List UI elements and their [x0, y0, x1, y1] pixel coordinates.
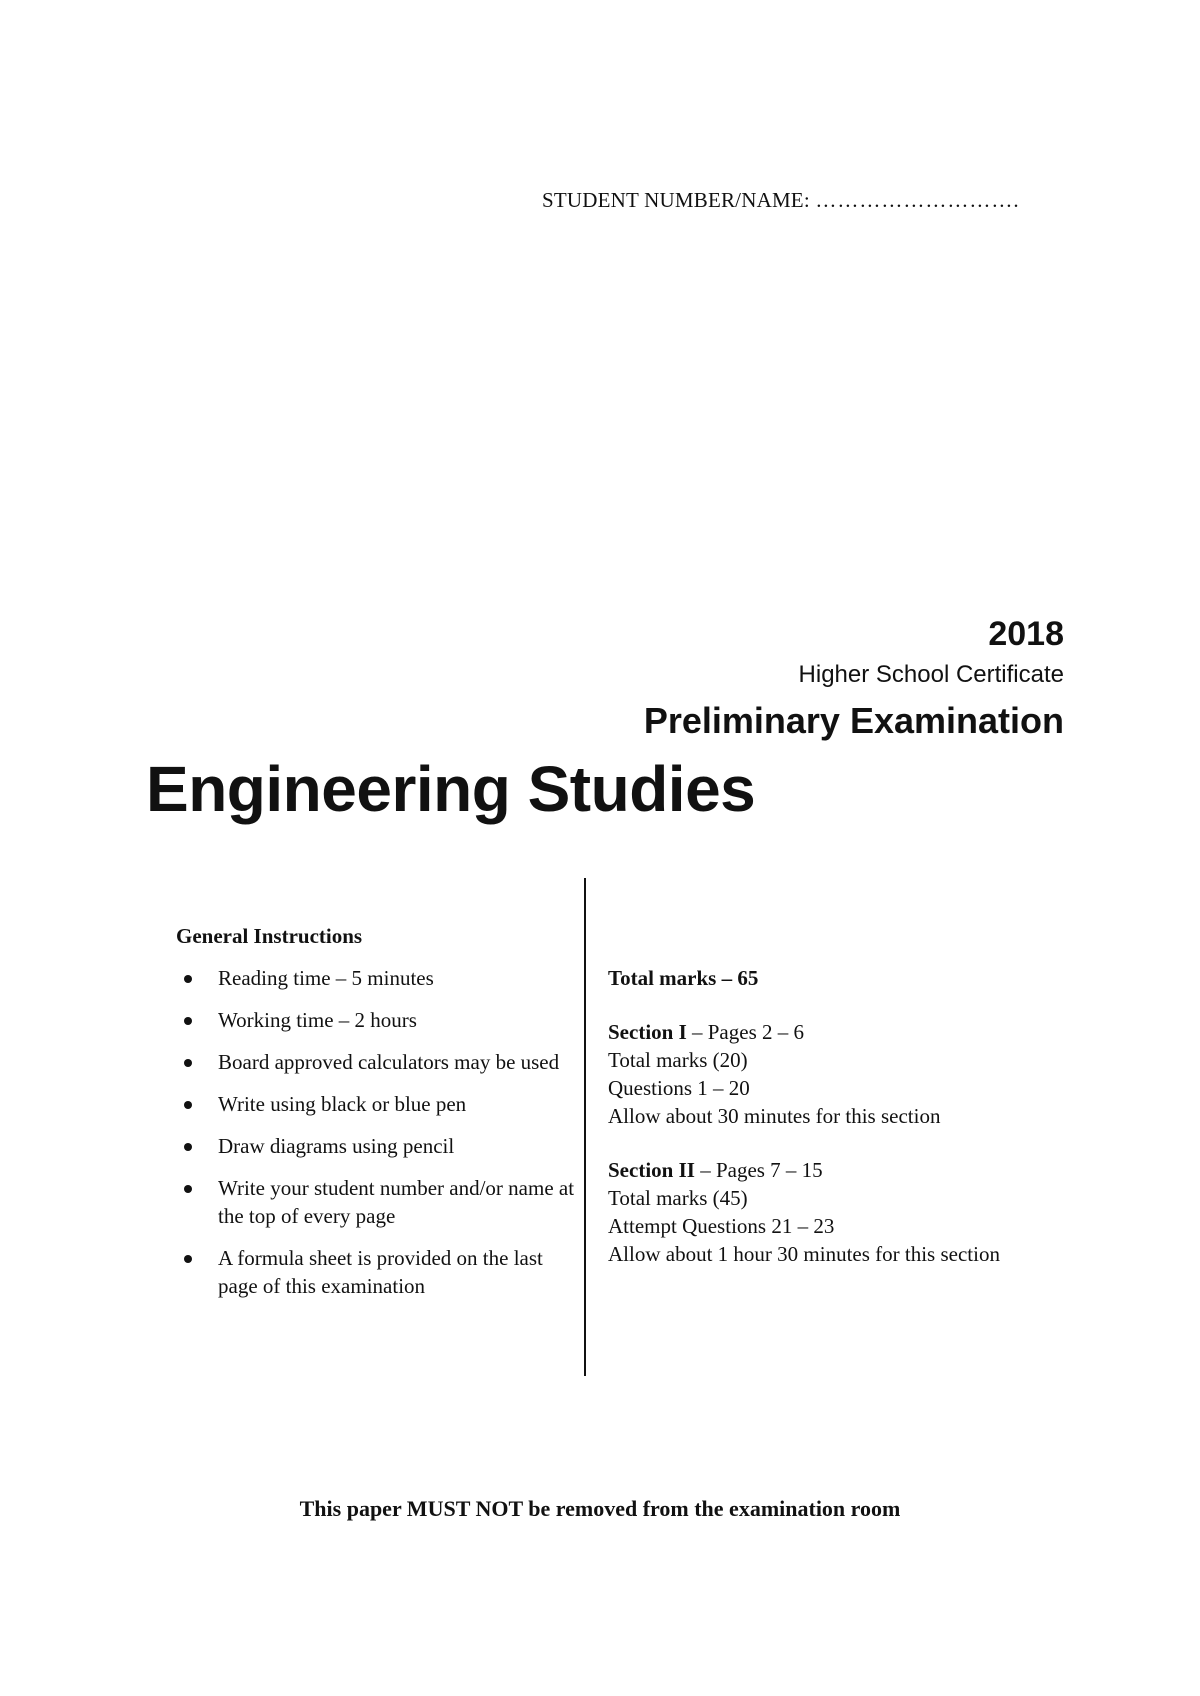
instructions-list [176, 964, 576, 1300]
student-number-name-blank: ………………………. [815, 188, 1020, 212]
instruction-text: Draw diagrams using pencil [218, 1134, 455, 1158]
instruction-item [176, 1132, 576, 1160]
student-number-name-field [542, 188, 1020, 213]
section-one-pages: – Pages 2 – 6 [686, 1020, 804, 1044]
section-two-pages: – Pages 7 – 15 [694, 1158, 823, 1182]
section-two-name: Section II [608, 1158, 695, 1182]
section-two-marks: Total marks (45) [608, 1186, 748, 1210]
section-one-heading [608, 1018, 1088, 1046]
bullet-icon [184, 1059, 192, 1067]
certificate-name: Higher School Certificate [798, 661, 1064, 688]
exam-title-block [644, 612, 1064, 742]
student-number-name-label: STUDENT NUMBER/NAME: [542, 188, 810, 212]
instruction-text: Write using black or blue pen [218, 1092, 467, 1116]
bullet-icon [184, 1143, 192, 1151]
column-divider [584, 878, 586, 1376]
exam-year: 2018 [988, 615, 1064, 653]
section-one-time: Allow about 30 minutes for this section [608, 1104, 941, 1128]
subject-title: Engineering Studies [146, 753, 756, 825]
instruction-item [176, 1048, 576, 1076]
instructions-heading: General Instructions [176, 924, 363, 948]
bullet-icon [184, 1101, 192, 1109]
section-one-name: Section I [608, 1020, 687, 1044]
section-two-info [608, 1156, 1088, 1268]
section-one-info [608, 1018, 1088, 1130]
instruction-text: Reading time – 5 minutes [218, 966, 434, 990]
total-marks: Total marks – 65 [608, 966, 759, 990]
general-instructions [176, 922, 576, 1314]
bullet-icon [184, 1017, 192, 1025]
instruction-item [176, 1174, 576, 1230]
section-one-marks: Total marks (20) [608, 1048, 748, 1072]
instruction-item [176, 1244, 576, 1300]
bullet-icon [184, 975, 192, 983]
instruction-item [176, 1006, 576, 1034]
section-one-questions: Questions 1 – 20 [608, 1076, 750, 1100]
marks-summary [608, 964, 1088, 1294]
section-two-questions: Attempt Questions 21 – 23 [608, 1214, 835, 1238]
instruction-text: Working time – 2 hours [218, 1008, 417, 1032]
section-two-heading [608, 1156, 1088, 1184]
removal-notice: This paper MUST NOT be removed from the examination room [299, 1496, 901, 1521]
bullet-icon [184, 1255, 192, 1263]
bullet-icon [184, 1185, 192, 1193]
exam-name: Preliminary Examination [643, 700, 1064, 741]
instruction-item [176, 1090, 576, 1118]
instruction-text: A formula sheet is provided on the last page of this examination [218, 1246, 543, 1298]
instruction-item [176, 964, 576, 992]
instruction-text: Board approved calculators may be used [218, 1050, 560, 1074]
section-two-time: Allow about 1 hour 30 minutes for this section [608, 1242, 1000, 1266]
instruction-text: Write your student number and/or name at the top of every page [218, 1176, 575, 1228]
